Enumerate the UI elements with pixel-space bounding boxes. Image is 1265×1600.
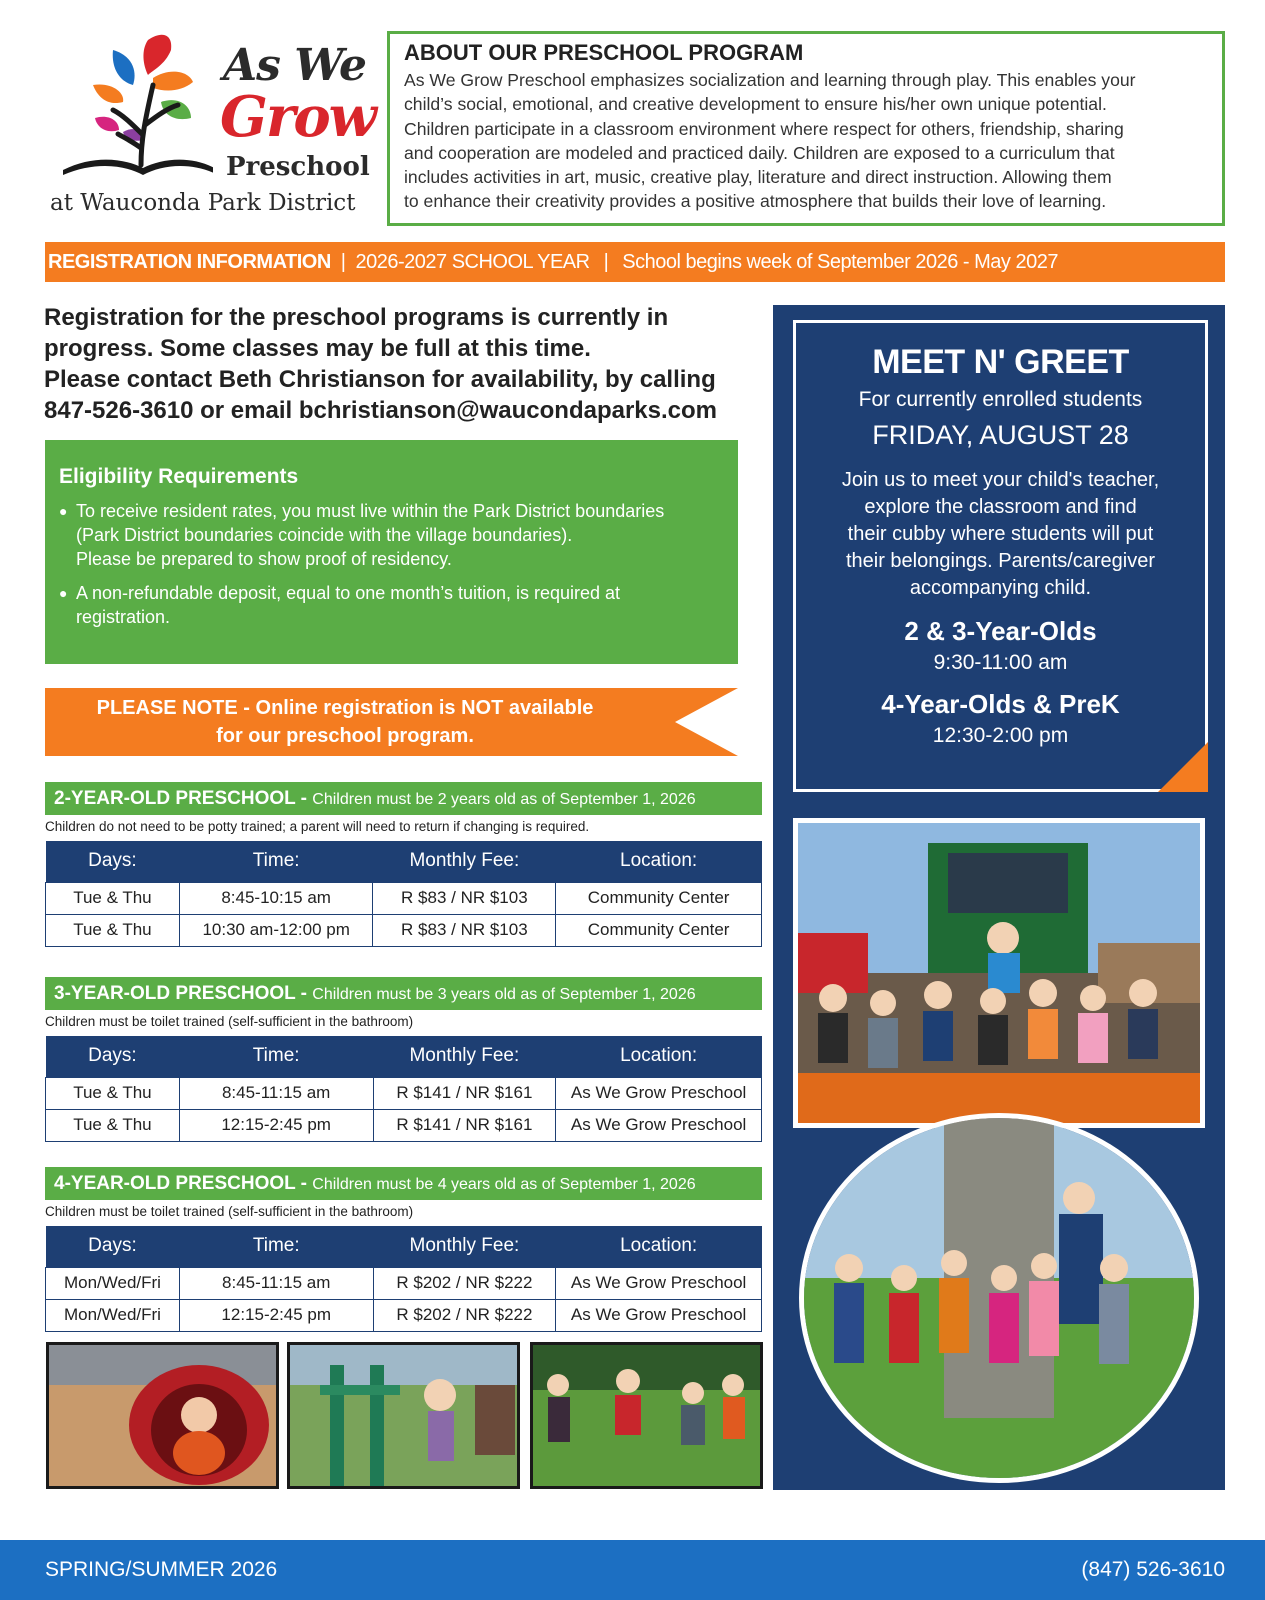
photo-tunnel xyxy=(46,1342,279,1489)
schedule-table xyxy=(45,1036,762,1142)
eligibility-title: Eligibility Requirements xyxy=(59,465,299,488)
header-time: Time: xyxy=(179,1036,373,1077)
cell-location: Community Center xyxy=(556,882,762,914)
about-line: As We Grow Preschool emphasizes socialization and learning through play. This enables your xyxy=(404,70,1136,90)
cell-location: As We Grow Preschool xyxy=(556,1109,762,1141)
header-location: Location: xyxy=(556,1226,762,1267)
table-row xyxy=(46,914,762,946)
header-days: Days: xyxy=(46,1226,180,1267)
cell-days: Mon/Wed/Fri xyxy=(46,1267,180,1299)
tree-book-icon xyxy=(53,30,213,180)
meet-line: accompanying child. xyxy=(909,577,1092,599)
program-header xyxy=(45,782,762,815)
cell-fee: R $83 / NR $103 xyxy=(373,914,556,946)
cell-days: Tue & Thu xyxy=(46,882,180,914)
program-3-year-old xyxy=(45,977,762,1142)
meet-description xyxy=(796,467,1205,602)
footer xyxy=(0,1540,1265,1600)
footer-season: SPRING/SUMMER 2026 xyxy=(45,1558,278,1581)
eligibility-line: registration. xyxy=(76,607,171,627)
header-location: Location: xyxy=(556,1036,762,1077)
meet-date: FRIDAY, AUGUST 28 xyxy=(872,420,1129,450)
logo-subtitle: at Wauconda Park District xyxy=(50,190,356,216)
cell-fee: R $141 / NR $161 xyxy=(373,1077,556,1109)
header-time: Time: xyxy=(179,841,373,882)
about-title: ABOUT OUR PRESCHOOL PROGRAM xyxy=(404,40,804,65)
table-row xyxy=(46,1299,762,1331)
note-text xyxy=(45,694,645,750)
program-note: Children must be toilet trained (self-sufficient in the bathroom) xyxy=(45,1014,414,1029)
footer-phone: (847) 526-3610 xyxy=(1081,1558,1225,1581)
schedule-table xyxy=(45,841,762,947)
header-days: Days: xyxy=(46,841,180,882)
intro-line: 847-526-3610 or email bchristianson@waucondaparks.com xyxy=(44,397,718,424)
program-2-year-old xyxy=(45,782,762,947)
cell-location: As We Grow Preschool xyxy=(556,1267,762,1299)
meet-time-1: 9:30-11:00 am xyxy=(933,651,1068,674)
about-line: child’s social, emotional, and creative development to ensure his/her own unique potential. xyxy=(404,94,1107,115)
header-fee: Monthly Fee: xyxy=(373,1226,556,1267)
school-dates: School begins week of September 2026 - May 2027 xyxy=(622,251,1058,273)
cell-days: Tue & Thu xyxy=(46,1109,180,1141)
cell-location: As We Grow Preschool xyxy=(556,1077,762,1109)
header-days: Days: xyxy=(46,1036,180,1077)
cell-time: 12:15-2:45 pm xyxy=(179,1299,373,1331)
program-requirement: Children must be 3 years old as of September 1, 2026 xyxy=(312,986,696,1003)
schedule-table xyxy=(45,1226,762,1332)
header-location: Location: xyxy=(556,841,762,882)
separator: | xyxy=(603,251,609,273)
note-line: for our preschool program. xyxy=(216,725,474,747)
table-row xyxy=(46,1077,762,1109)
registration-label: REGISTRATION INFORMATION xyxy=(48,251,331,273)
meet-line: Join us to meet your child's teacher, xyxy=(841,469,1160,491)
program-title: 4-YEAR-OLD PRESCHOOL - xyxy=(54,1173,308,1194)
program-header xyxy=(45,1167,762,1200)
meet-group-1: 2 & 3-Year-Olds xyxy=(904,616,1097,646)
logo xyxy=(48,30,375,225)
header-fee: Monthly Fee: xyxy=(373,841,556,882)
cell-location: Community Center xyxy=(556,914,762,946)
header-fee: Monthly Fee: xyxy=(373,1036,556,1077)
table-header-row xyxy=(46,1036,762,1077)
registration-intro xyxy=(44,302,764,426)
cell-fee: R $141 / NR $161 xyxy=(373,1109,556,1141)
program-4-year-old xyxy=(45,1167,762,1332)
about-line: and cooperation are modeled and practiced daily. Children are exposed to a curriculum that xyxy=(404,142,1115,163)
cell-fee: R $202 / NR $222 xyxy=(373,1267,556,1299)
cell-time: 8:45-10:15 am xyxy=(179,882,373,914)
photo-playground xyxy=(287,1342,520,1489)
cell-days: Tue & Thu xyxy=(46,914,180,946)
about-line: Children participate in a classroom environment where respect for others, friendship, sharing xyxy=(404,118,1124,139)
program-title: 3-YEAR-OLD PRESCHOOL - xyxy=(54,983,308,1004)
meet-audience: For currently enrolled students xyxy=(858,388,1143,411)
table-row xyxy=(46,882,762,914)
table-row xyxy=(46,1109,762,1141)
photo-outdoor-walk xyxy=(530,1342,763,1489)
intro-line: Please contact Beth Christianson for availability, by calling xyxy=(44,366,716,393)
about-box xyxy=(387,31,1225,226)
about-text xyxy=(404,68,1208,214)
meet-title: MEET N' GREET xyxy=(872,343,1129,381)
meet-line: their belongings. Parents/caregiver xyxy=(845,550,1156,572)
eligibility-line: ● To receive resident rates, you must live within the Park District boundaries xyxy=(76,501,665,521)
photo-tree-group-image xyxy=(804,1118,1194,1478)
photo-outdoor-walk-image xyxy=(533,1345,763,1489)
meet-line: explore the classroom and find xyxy=(864,496,1137,518)
meet-greet-panel xyxy=(773,305,1225,1490)
photo-tractor-group-image xyxy=(798,823,1200,1123)
cell-time: 8:45-11:15 am xyxy=(179,1077,373,1109)
about-line: includes activities in art, music, creative play, literature and direct instruction. Allowing them xyxy=(404,167,1112,188)
cell-fee: R $83 / NR $103 xyxy=(373,882,556,914)
table-header-row xyxy=(46,841,762,882)
photo-tunnel-image xyxy=(49,1345,279,1489)
table-row xyxy=(46,1267,762,1299)
header-time: Time: xyxy=(179,1226,373,1267)
logo-line-3: Preschool xyxy=(226,152,370,182)
cell-location: As We Grow Preschool xyxy=(556,1299,762,1331)
logo-line-1: As We xyxy=(223,40,367,91)
program-title: 2-YEAR-OLD PRESCHOOL - xyxy=(54,788,308,809)
eligibility-list xyxy=(59,499,722,629)
eligibility-item xyxy=(59,581,722,629)
meet-group-2: 4-Year-Olds & PreK xyxy=(881,689,1120,719)
cell-time: 10:30 am-12:00 pm xyxy=(179,914,373,946)
table-header-row xyxy=(46,1226,762,1267)
logo-line-2: Grow xyxy=(220,84,375,150)
meet-greet-box xyxy=(793,320,1208,792)
note-line: PLEASE NOTE - Online registration is NOT available xyxy=(96,697,594,719)
program-requirement: Children must be 4 years old as of September 1, 2026 xyxy=(312,1176,696,1193)
eligibility-box xyxy=(45,440,738,664)
cell-days: Mon/Wed/Fri xyxy=(46,1299,180,1331)
eligibility-line: Please be prepared to show proof of residency. xyxy=(76,549,452,569)
program-requirement: Children must be 2 years old as of September 1, 2026 xyxy=(312,791,696,808)
about-line: to enhance their creativity provides a positive atmosphere that builds their love of learning. xyxy=(404,191,1107,212)
photo-tree-group xyxy=(799,1113,1199,1483)
intro-line: progress. Some classes may be full at this time. xyxy=(44,335,591,362)
intro-line: Registration for the preschool programs is currently in xyxy=(44,304,669,331)
photo-playground-image xyxy=(290,1345,520,1489)
cell-time: 12:15-2:45 pm xyxy=(179,1109,373,1141)
cell-time: 8:45-11:15 am xyxy=(179,1267,373,1299)
cell-fee: R $202 / NR $222 xyxy=(373,1299,556,1331)
eligibility-line: ● A non-refundable deposit, equal to one month’s tuition, is required at xyxy=(76,583,621,603)
school-year: 2026-2027 SCHOOL YEAR xyxy=(355,251,590,273)
meet-time-2: 12:30-2:00 pm xyxy=(932,724,1069,747)
eligibility-line: (Park District boundaries coincide with the village boundaries). xyxy=(76,525,573,545)
registration-bar xyxy=(45,242,1225,282)
cell-days: Tue & Thu xyxy=(46,1077,180,1109)
corner-accent xyxy=(1158,742,1208,792)
separator: | xyxy=(340,251,346,273)
program-note: Children do not need to be potty trained; a parent will need to return if changing is required. xyxy=(45,819,590,834)
photo-tractor-group xyxy=(793,818,1205,1128)
meet-line: their cubby where students will put xyxy=(847,523,1154,545)
eligibility-item xyxy=(59,499,722,571)
program-header xyxy=(45,977,762,1010)
program-note: Children must be toilet trained (self-sufficient in the bathroom) xyxy=(45,1204,414,1219)
note-banner xyxy=(45,688,738,756)
